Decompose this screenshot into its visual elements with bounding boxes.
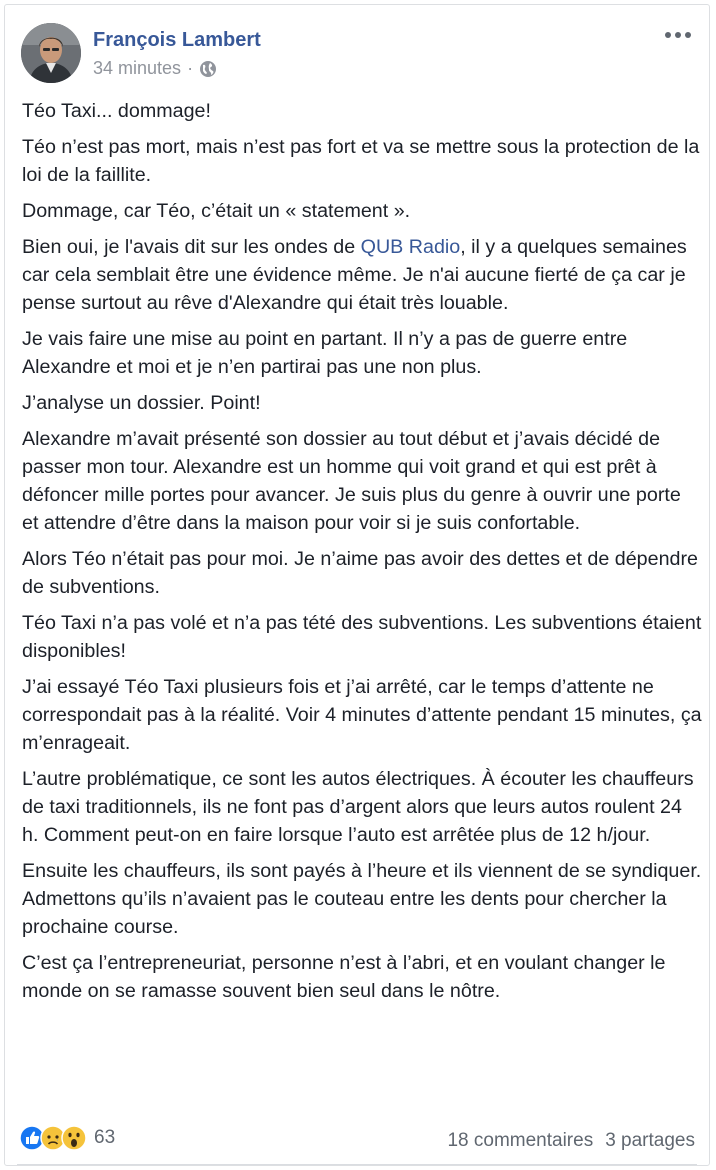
post-card <box>4 4 710 1166</box>
post-paragraph: J’ai essayé Téo Taxi plusieurs fois et j’ai arrêté, car le temps d’attente ne correspondait pas à la réalité. Voir 4 minutes d’attente pendant 15 minutes, ça m’enrageait. <box>22 676 702 754</box>
more-options-button[interactable] <box>663 23 693 47</box>
avatar-photo <box>21 23 81 83</box>
post-paragraph: Ensuite les chauffeurs, ils sont payés à l’heure et ils viennent de se syndiquer. Admettons qu’ils n’avaient pas le couteau entre les dents pour chercher la prochaine course. <box>22 860 702 938</box>
paragraph-text: , il y a quelques semaines car cela semblait être une évidence même. Je n'ai aucune fierté de ça car je pense surtout au rêve d'Alexandre qui était très louable. <box>22 236 687 314</box>
post-paragraph: Je vais faire une mise au point en partant. Il n’y a pas de guerre entre Alexandre et moi et je n’en partirai pas une non plus. <box>22 328 628 378</box>
wow-icon <box>61 1125 87 1151</box>
post-paragraph: L’autre problématique, ce sont les autos électriques. À écouter les chauffeurs de taxi traditionnels, ils ne font pas d’argent alors que leurs autos roulent 24 h. Comment peut-on en faire lorsque l’auto est arrêtée plus de 12 h/jour. <box>22 768 694 846</box>
more-options-icon <box>663 23 693 47</box>
reactions-summary[interactable] <box>19 1125 115 1151</box>
post-timestamp[interactable]: 34 minutes <box>93 58 182 78</box>
reaction-count: 63 <box>94 1127 116 1148</box>
post-paragraph: Alors Téo n’était pas pour moi. Je n’aime pas avoir des dettes et de dépendre de subventions. <box>22 548 698 598</box>
post-paragraph: Téo Taxi n’a pas volé et n’a pas tété des subventions. Les subventions étaient disponibles! <box>22 612 702 662</box>
post-paragraph: C’est ça l’entrepreneuriat, personne n’est à l’abri, et en voulant changer le monde on se ramasse souvent bien seul dans le nôtre. <box>22 952 666 1002</box>
post-paragraph: Alexandre m’avait présenté son dossier au tout début et j’avais décidé de passer mon tour. Alexandre est un homme qui voit grand et qui est prêt à défoncer mille portes pour avancer. Je suis plus du genre à ouvrir une porte et attendre d’être dans la maison pour voir si je suis confortable. <box>22 428 681 534</box>
engagement-stats <box>447 1130 695 1152</box>
post-paragraph: Téo Taxi... dommage! <box>22 100 211 122</box>
footer-divider <box>17 1164 697 1165</box>
post-paragraph: J’analyse un dossier. Point! <box>22 392 261 414</box>
meta-separator: · <box>187 58 194 78</box>
author-name[interactable]: François Lambert <box>93 29 261 51</box>
post-footer <box>19 1123 695 1159</box>
paragraph-text: Bien oui, je l'avais dit sur les ondes de <box>22 236 361 258</box>
post-paragraph <box>22 233 702 317</box>
post-header <box>21 23 693 87</box>
post-body <box>22 97 702 1013</box>
post-paragraph: Téo n’est pas mort, mais n’est pas fort et va se mettre sous la protection de la loi de la faillite. <box>22 136 700 186</box>
globe-icon <box>199 60 217 78</box>
shares-count-link[interactable]: 3 partages <box>605 1130 695 1151</box>
comments-count-link[interactable]: 18 commentaires <box>447 1130 594 1151</box>
avatar[interactable] <box>21 23 81 83</box>
post-meta <box>93 58 217 79</box>
post-paragraph: Dommage, car Téo, c’était un « statement ». <box>22 200 411 222</box>
qub-radio-link[interactable]: QUB Radio <box>360 236 461 258</box>
